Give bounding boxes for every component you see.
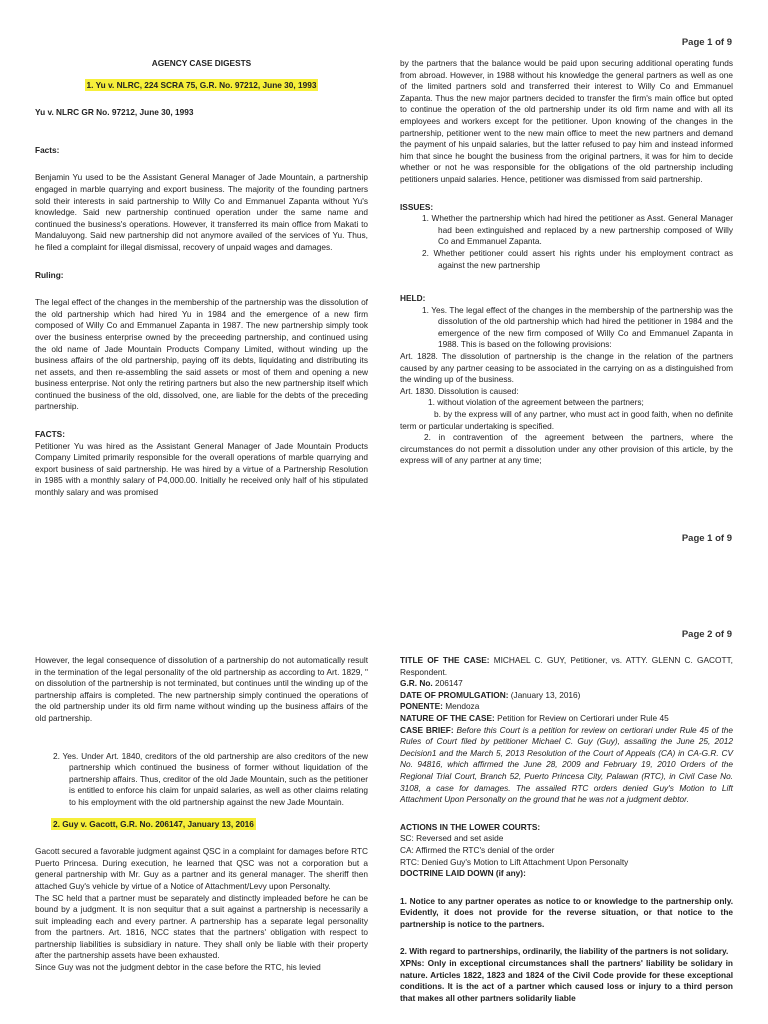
- page2-right-column: [400, 655, 733, 1004]
- doctrine-item: 1. Notice to any partner operates as notice to or knowledge to the partnership only. Evidently, it does not provide for the reverse situation, or that notice to the partnership is notice to the partners.: [400, 895, 733, 929]
- action-item: SC: Reversed and set aside: [400, 833, 504, 844]
- art-item: 2. in contravention of the agreement between the partners, where the circumstances do not permit a dissolution under any other provision of this article, by the express will of any partner at any time;: [400, 432, 733, 466]
- facts-label: Facts:: [35, 144, 60, 155]
- page-number-footer: Page 1 of 9: [681, 533, 732, 544]
- facts-text: Benjamin Yu used to be the Assistant General Manager of Jade Mountain, a partnership engaged in marble quarrying and export business. The majority of the founding partners sold their interests in said partnership to Willy Co and Emmanuel Zapanta without Yu's knowledge. Said new partnership continued operation under the same name and continued the business's operations. However, it transferred its main office from Makati to Mandaluyong. Said new partnership did not anymore availed of the services of Yu. Thus, he filed a complaint for illegal dismissal, recovery of unpaid wages and damages.: [35, 172, 368, 252]
- gr-label: G.R. No.: [400, 678, 433, 689]
- case2-text: Gacott secured a favorable judgment against QSC in a complaint for damages before RTC Puerto Princesa. During execution, he learned that QSC was not a corporation but a general partnership with Mr. Guy as a partner and its general manager. The sheriff then attached Guy's vehicle by virtue of a Notice of Attachment/Levy upon Personalty.: [35, 846, 368, 891]
- art-1830: Art. 1830. Dissolution is caused:: [400, 385, 519, 396]
- date-label: DATE OF PROMULGATION:: [400, 689, 509, 700]
- page-number-header: Page 2 of 9: [681, 629, 732, 640]
- brief-value: Before this Court is a petition for review on certiorari under Rule 45 of the Rules of Court filed by petitioner Michael C. Guy (Guy), assailing the June 25, 2012 Decision1 and the March 5, 2013 Resolution of the Court of Appeals (CA) in CA-G.R. CV No. 94816, which affirmed the June 28, 2009 and February 19, 2010 Orders of the Regional Trial Court, Branch 52, Puerto Princesa City, Palawan (RTC), in Civil Case No. 3108, a case for damages. The assailed RTC orders denied Guy's Motion to Lift Attachment Upon Personalty on the ground that he was not a judgment debtor.: [400, 724, 733, 805]
- art-item: b. by the express will of any partner, who must act in good faith, when no definite term or particular undertaking is specified.: [400, 409, 733, 431]
- dissolution-text: However, the legal consequence of dissolution of a partnership do not automatically result in the termination of the legal personality of the old partnership as according to Art. 1829, " on dissolution of the partnership is not terminated, but continues until the winding up of the partnership affairs is completed. The new partnership simply continued the operations of the old partnership under its old firm name without winding up the business affairs of the old partnership.: [35, 655, 368, 723]
- doctrine-item: 2. With regard to partnerships, ordinarily, the liability of the partners is not solidary.: [400, 946, 729, 957]
- page2-left-column: [35, 655, 368, 974]
- page1-left-column: [35, 58, 368, 499]
- case1-subtitle: Yu v. NLRC GR No. 97212, June 30, 1993: [35, 107, 194, 118]
- ponente-value: Mendoza: [445, 701, 480, 712]
- actions-label: ACTIONS IN THE LOWER COURTS:: [400, 821, 541, 832]
- nature-value: Petition for Review on Certiorari under Rule 45: [497, 712, 669, 723]
- ruling-label: Ruling:: [35, 269, 64, 280]
- ruling-text: The legal effect of the changes in the membership of the partnership was the dissolution of the old partnership which had hired Yu in 1984 and the emergence of a new firm composed of Willy Co and Emmanuel Zapanta in 1987. The new partnership simply took over the business enterprise owned by the preceeding partnership, and continued using the old name of Jade Mountain Products Company Limited, without winding up the business affairs of the old partnership, paying off its debts, liquidating and distributing its net assets, and then re-assembling the said assets or most of them and opening a new business enterprise. Not only the retiring partners but also the new partnership itself which continued the business of the old, dissolved, one, are liable for the debts of the preceding partnership.: [35, 297, 368, 412]
- facts2-continued: by the partners that the balance would be paid upon securing additional operating funds from abroad. However, in 1988 without his knowledge the general partners as well as one of the limited partners sold and transferred their interest to Willy Co and Emmanuel Zapanta. Thus the new major partners decided to transfer the firm's main office but opted to continue the operation of the old partnership under its old firm name and with all its employees and workers except for the petitioner. Upon knowing of the changes in the partnership, petitioner went to the new main office to meet the new partners and demand the payment of his unpaid salaries, but the latter refused to pay him and instead informed him that since he bought the business from the original partners, it was for him to decide whether or not he was responsible for the obligations of the old partnership including petitioners unpaid salaries. Hence, petitioner was dismissed from said partnership.: [400, 58, 733, 184]
- title-label: TITLE OF THE CASE:: [400, 655, 490, 665]
- issue-item: 2. Whether petitioner could assert his rights under his employment contract as against the new partnership: [422, 247, 733, 270]
- issues-label: ISSUES:: [400, 201, 434, 212]
- case2-text: The SC held that a partner must be separately and distinctly impleaded before he can be bound by a judgment. It is non sequitur that a suit against a partnership is necessarily a suit impleading each and every partner. A partnership has a separate legal personality from the partners. Art. 1816, NCC states that the partners' obligation with respect to partnership liabilities is subsidiary in nature. They shall only be liable with their property after the partnership assets have been exhausted.: [35, 892, 368, 961]
- case2-heading: 2. Guy v. Gacott, G.R. No. 206147, January 13, 2016: [53, 818, 254, 829]
- held-item: 2. Yes. Under Art. 1840, creditors of the old partnership are also creditors of the new partnership which continued the business of former without liquidation of the partnership affairs. Thus, creditor of the old Jade Mountain, such as the petitioner is entitled to enforce his claim for unpaid salaries, as well as other claims relating to his employment with the old partnership against the new Jade Mountain.: [53, 750, 368, 807]
- xpn-text: XPNs: Only in exceptional circumstances shall the partners' liability be solidary in nature. Articles 1822, 1823 and 1824 of the Civil Code provide for these exceptional conditions. It is the act of a partner which caused loss or injury to a third person that makes all other partners solidarily liable: [400, 958, 733, 1003]
- title-value: MICHAEL C. GUY, Petitioner, vs. ATTY. GLENN C. GACOTT, Respondent.: [400, 655, 733, 677]
- held-item: 1. Yes. The legal effect of the changes in the membership of the partnership was the dissolution of the old partnership which had hired the petitioner in 1984 and the emergence of the new firm composed of Willy Co and Emmanuel Zapanta in 1988. This is based on the following provisions:: [422, 304, 733, 350]
- page-separator: [0, 548, 768, 652]
- ponente-label: PONENTE:: [400, 701, 443, 712]
- page1-right-column: [400, 58, 733, 467]
- action-item: CA: Affirmed the RTC's denial of the order: [400, 844, 555, 855]
- facts2-text: Petitioner Yu was hired as the Assistant General Manager of Jade Mountain Products Company Limited primarily responsible for the overall operations of marble quarrying and export business of said partnership. He was hired by a virtue of a Partnership Resolution in 1985 with a monthly salary of P4,000.00. Initially he received only half of his stipulated monthly salary and was promised: [35, 440, 368, 498]
- nature-label: NATURE OF THE CASE:: [400, 712, 495, 723]
- art-1828: Art. 1828. The dissolution of partnership is the change in the relation of the partners caused by any partner ceasing to be associated in the carrying on as a distinguished from the winding up of the business.: [400, 351, 733, 385]
- page-number-header: Page 1 of 9: [681, 37, 732, 48]
- gr-value: 206147: [435, 678, 463, 689]
- action-item: RTC: Denied Guy's Motion to Lift Attachment Upon Personalty: [400, 856, 629, 867]
- issue-item: 1. Whether the partnership which had hired the petitioner as Asst. General Manager had been extinguished and replaced by a new partnership composed of Willy Co and Emmanuel Zapanta.: [422, 213, 733, 247]
- facts2-label: FACTS:: [35, 429, 65, 440]
- art-item: 1. without violation of the agreement between the partners;: [428, 397, 644, 408]
- case1-heading: 1. Yu v. NLRC, 224 SCRA 75, G.R. No. 97212, June 30, 1993: [86, 79, 317, 90]
- document-title: AGENCY CASE DIGESTS: [151, 58, 252, 68]
- brief-label: CASE BRIEF:: [400, 724, 454, 735]
- doctrine-label: DOCTRINE LAID DOWN (if any):: [400, 868, 526, 879]
- date-value: (January 13, 2016): [510, 689, 581, 700]
- held-label: HELD:: [400, 293, 426, 304]
- case2-text: Since Guy was not the judgment debtor in the case before the RTC, his levied: [35, 962, 321, 973]
